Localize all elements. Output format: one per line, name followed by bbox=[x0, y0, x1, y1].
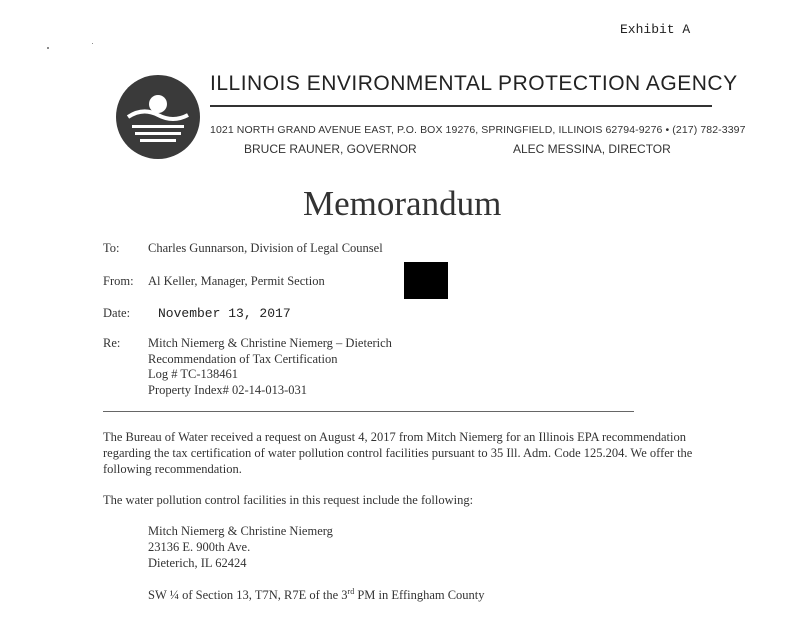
from-value: Al Keller, Manager, Permit Section bbox=[148, 274, 325, 288]
agency-rule bbox=[210, 105, 712, 107]
address-line: Dieterich, IL 62424 bbox=[148, 556, 247, 570]
from-label: From: bbox=[103, 274, 134, 288]
body-paragraph-2: The water pollution control facilities in this request include the following: bbox=[103, 493, 474, 507]
legal-description bbox=[148, 587, 485, 603]
legal-description-prefix: SW ¼ of Section 13, T7N, R7E of the 3 bbox=[148, 588, 348, 603]
redaction-box bbox=[404, 262, 448, 299]
exhibit-label: Exhibit A bbox=[620, 22, 691, 37]
facility-address bbox=[148, 523, 333, 571]
scan-speck bbox=[47, 47, 49, 49]
legal-description-sup: rd bbox=[347, 587, 355, 596]
scan-speck bbox=[92, 43, 93, 44]
date-value: November 13, 2017 bbox=[158, 306, 291, 321]
legal-description-suffix: PM in Effingham County bbox=[354, 588, 485, 603]
re-line: Mitch Niemerg & Christine Niemerg – Dieterich bbox=[148, 336, 392, 350]
re-label: Re: bbox=[103, 336, 121, 350]
agency-address: 1021 NORTH GRAND AVENUE EAST, P.O. BOX 19276, SPRINGFIELD, ILLINOIS 62794-9276 • (217) 782-3397 bbox=[210, 124, 746, 136]
director-name: ALEC MESSINA, DIRECTOR bbox=[513, 142, 671, 156]
re-line: Property Index# 02-14-013-031 bbox=[148, 382, 307, 397]
to-label: To: bbox=[103, 241, 120, 255]
body-paragraph-1: The Bureau of Water received a request on August 4, 2017 from Mitch Niemerg for an Illinois EPA recommendation regarding the tax certification of water pollution control facilities pursuant to 35 Ill. Adm. Code 125.204. We offer the following recommendation. bbox=[103, 430, 693, 476]
date-label: Date: bbox=[103, 306, 131, 320]
section-divider bbox=[103, 411, 634, 412]
governor-name: BRUCE RAUNER, GOVERNOR bbox=[244, 142, 417, 156]
re-line: Log # TC-138461 bbox=[148, 367, 239, 381]
agency-name: ILLINOIS ENVIRONMENTAL PROTECTION AGENCY bbox=[210, 72, 738, 95]
illinois-epa-logo-icon bbox=[116, 75, 200, 159]
address-line: Mitch Niemerg & Christine Niemerg bbox=[148, 524, 333, 538]
re-lines bbox=[148, 336, 392, 398]
re-line: Recommendation of Tax Certification bbox=[148, 351, 338, 366]
address-line: 23136 E. 900th Ave. bbox=[148, 540, 251, 554]
to-value: Charles Gunnarson, Division of Legal Counsel bbox=[148, 241, 383, 255]
memo-title: Memorandum bbox=[303, 184, 502, 223]
